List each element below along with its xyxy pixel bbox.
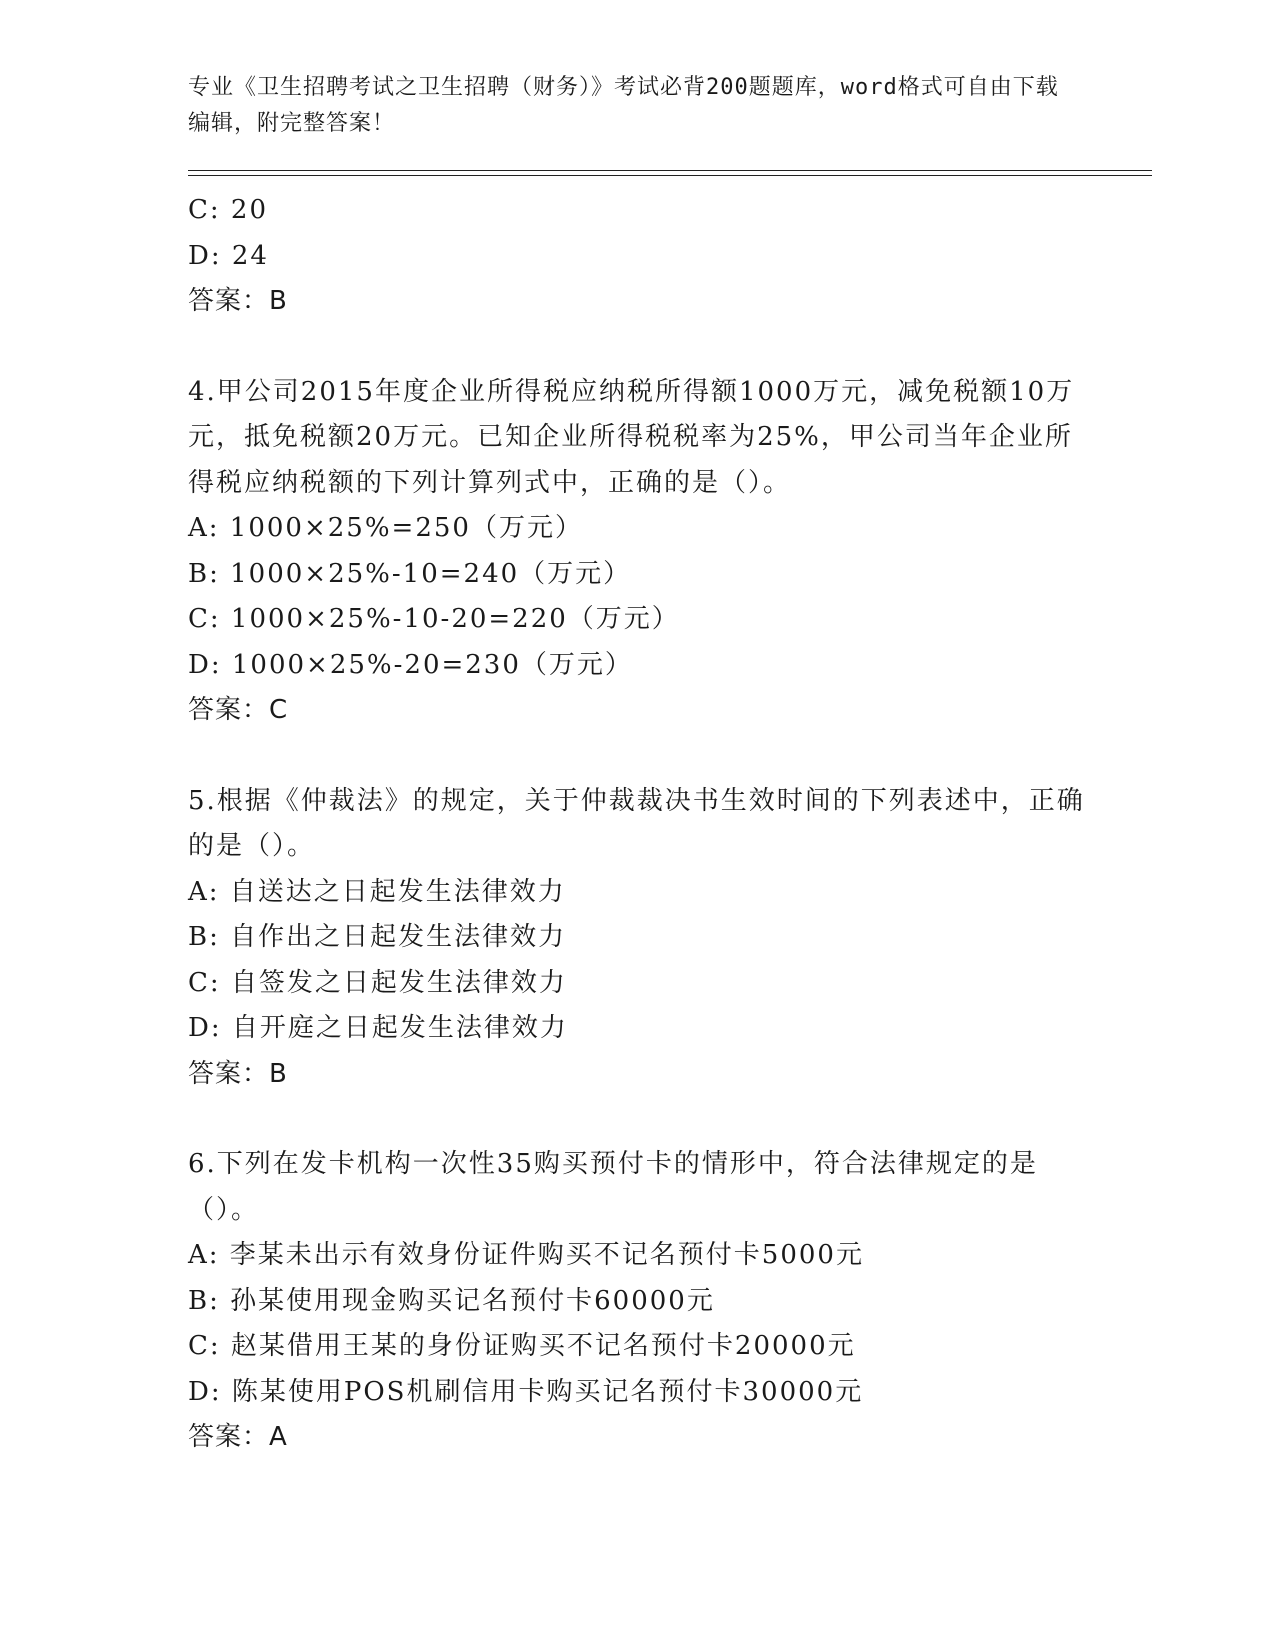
answer-line: 答案：A xyxy=(188,1422,288,1452)
option-c: C: 自签发之日起发生法律效力 xyxy=(188,967,567,998)
answer-line: 答案：C xyxy=(188,695,289,725)
question-stem: 5.根据《仲裁法》的规定，关于仲裁裁决书生效时间的下列表述中，正确的是（）。 xyxy=(188,785,1085,861)
question-5 xyxy=(188,779,1088,1098)
option-d: D: 24 xyxy=(188,240,269,271)
option-b: B: 孙某使用现金购买记名预付卡60000元 xyxy=(188,1285,715,1316)
page-header: 专业《卫生招聘考试之卫生招聘（财务）》考试必背200题题库，word格式可自由下载编辑，附完整答案！ xyxy=(188,75,1059,136)
option-c: C: 1000×25%-10-20=220（万元） xyxy=(188,604,680,634)
option-b: B: 1000×25%-10=240（万元） xyxy=(188,558,632,589)
question-content xyxy=(188,188,1088,1461)
option-c: C: 赵某借用王某的身份证购买不记名预付卡20000元 xyxy=(188,1331,856,1361)
option-a: A: 李某未出示有效身份证件购买不记名预付卡5000元 xyxy=(188,1240,864,1270)
leading-question-tail xyxy=(188,188,1088,325)
question-stem: 6.下列在发卡机构一次性35购买预付卡的情形中，符合法律规定的是（）。 xyxy=(188,1149,1038,1225)
question-4 xyxy=(188,370,1088,734)
option-d: D: 陈某使用POS机刷信用卡购买记名预付卡30000元 xyxy=(188,1376,864,1407)
option-a: A: 1000×25%=250（万元） xyxy=(188,513,583,543)
question-6 xyxy=(188,1142,1088,1461)
header-rule-bottom xyxy=(188,175,1152,176)
answer-line: 答案：B xyxy=(188,286,288,316)
option-b: B: 自作出之日起发生法律效力 xyxy=(188,922,567,952)
option-a: A: 自送达之日起发生法律效力 xyxy=(188,876,566,907)
option-d: D: 1000×25%-20=230（万元） xyxy=(188,649,633,680)
answer-line: 答案：B xyxy=(188,1058,288,1089)
option-d: D: 自开庭之日起发生法律效力 xyxy=(188,1013,568,1043)
question-stem: 4.甲公司2015年度企业所得税应纳税所得额1000万元，减免税额10万元，抵免税额20万元。已知企业所得税税率为25%，甲公司当年企业所得税应纳税额的下列计算列式中，正确的是（）。 xyxy=(188,376,1075,498)
option-c: C: 20 xyxy=(188,195,269,225)
header-rule-top xyxy=(188,170,1152,171)
